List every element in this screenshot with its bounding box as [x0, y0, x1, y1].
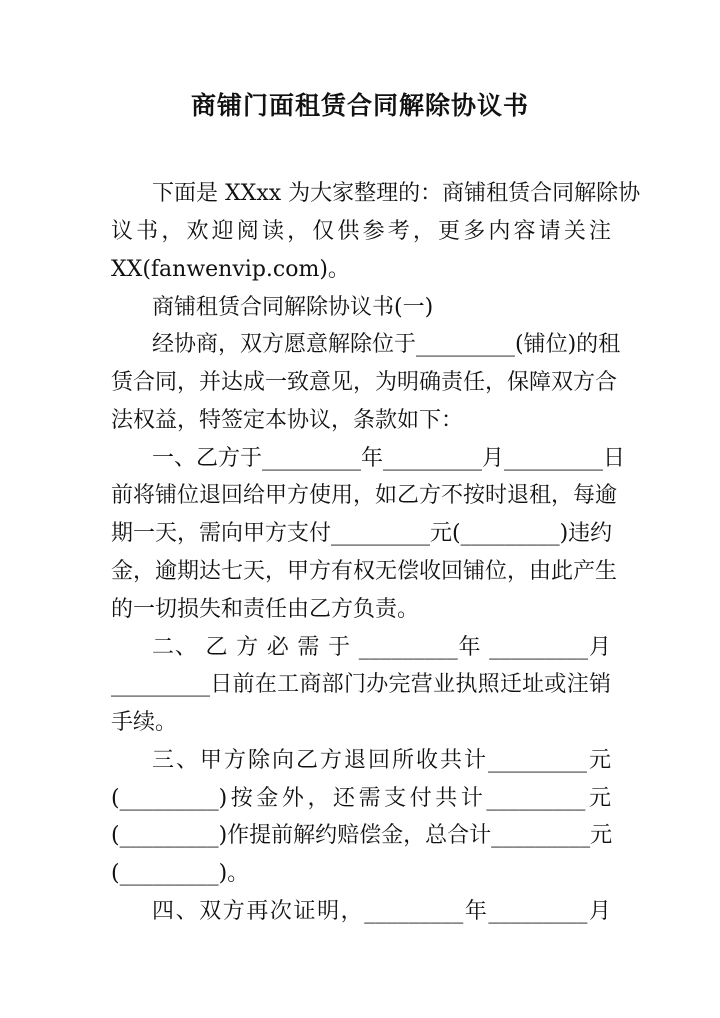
- paragraph-line: 四、双方再次证明，_________年_________月: [152, 899, 611, 924]
- paragraph-line: (_________)按金外，还需支付共计_________元: [111, 786, 611, 811]
- paragraph-line: 法权益，特签定本协议，条款如下：: [111, 408, 464, 433]
- paragraph-line: 前将铺位退回给甲方使用，如乙方不按时退租，每逾: [111, 483, 618, 508]
- paragraph-line: 下面是 XXxx 为大家整理的：商铺租赁合同解除协: [152, 181, 641, 206]
- paragraph-line: 三、甲方除向乙方退回所收共计_________元: [152, 748, 611, 773]
- paragraph-line: 的一切损失和责任由乙方负责。: [111, 597, 420, 622]
- paragraph-line: (_________)作提前解约赔偿金，总合计_________元: [111, 823, 613, 848]
- paragraph-line: _________日前在工商部门办完营业执照迁址或注销: [111, 672, 611, 697]
- paragraph-line: 期一天，需向甲方支付_________元(_________)违约: [111, 521, 613, 546]
- paragraph-line: XX(fanwenvip.com)。: [111, 257, 350, 282]
- document-title: 商铺门面租赁合同解除协议书: [190, 91, 529, 120]
- paragraph-line: 手续。: [111, 710, 178, 735]
- paragraph-line: 金，逾期达七天，甲方有权无偿收回铺位，由此产生: [111, 559, 618, 584]
- paragraph-line: 经协商，双方愿意解除位于_________(铺位)的租: [152, 332, 621, 357]
- paragraph-line: 一、乙方于_________年_________月_________日: [152, 446, 626, 471]
- paragraph-line: 议书，欢迎阅读，仅供参考，更多内容请关注: [111, 219, 611, 244]
- paragraph-line: 二、 乙 方 必 需 于 _________年 _________月: [152, 635, 611, 660]
- paragraph-line: 赁合同，并达成一致意见，为明确责任，保障双方合: [111, 370, 618, 395]
- paragraph-line: (_________)。: [111, 861, 250, 886]
- section-heading: 商铺租赁合同解除协议书(一): [152, 295, 434, 320]
